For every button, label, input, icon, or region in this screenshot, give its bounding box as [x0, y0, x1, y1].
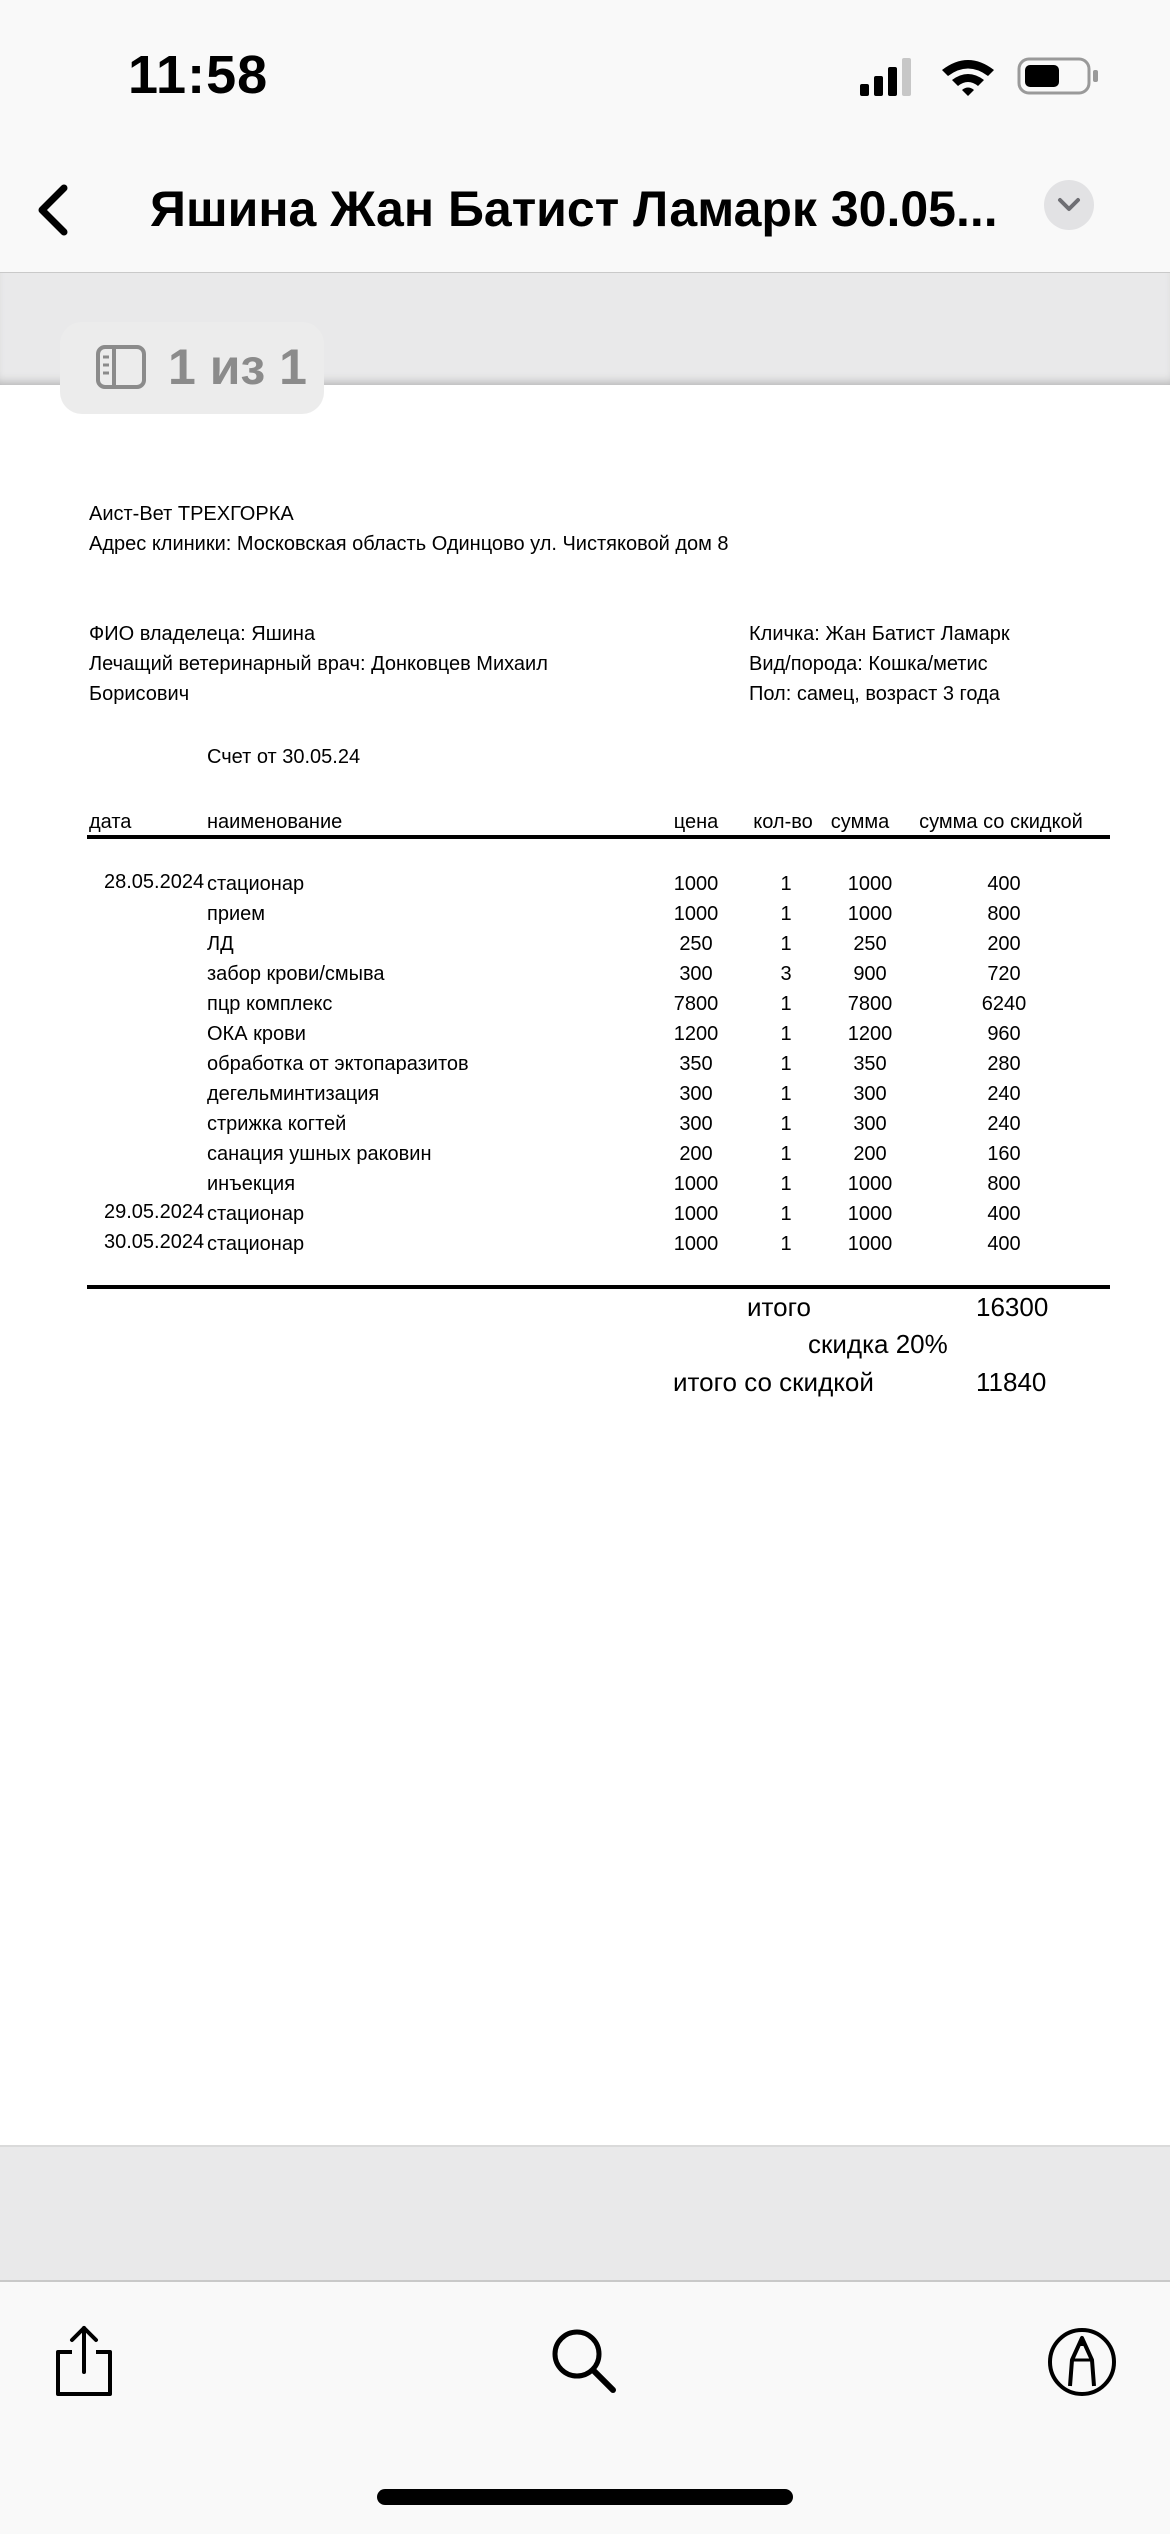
row-sum-discount: 960 — [987, 1023, 1021, 1045]
row-sum-discount: 800 — [987, 1173, 1021, 1195]
col-header-date: дата — [89, 811, 132, 833]
owner-name: ФИО владелеца: Яшина — [89, 623, 316, 645]
status-icons — [860, 56, 1100, 96]
row-date: 29.05.2024 — [104, 1201, 205, 1223]
header-rule — [87, 835, 1110, 839]
document-title[interactable]: Яшина Жан Батист Ламарк 30.05... — [150, 181, 998, 237]
row-name: дегельминтизация — [207, 1083, 380, 1105]
row-price: 300 — [679, 963, 713, 985]
row-sum-discount: 400 — [987, 873, 1021, 895]
row-sum-discount: 800 — [987, 903, 1021, 925]
row-sum: 1000 — [847, 1173, 893, 1195]
markup-button[interactable] — [1042, 2322, 1122, 2402]
row-sum-discount: 400 — [987, 1203, 1021, 1225]
row-qty: 1 — [780, 1173, 792, 1195]
row-qty: 1 — [780, 1083, 792, 1105]
row-price: 7800 — [673, 993, 719, 1015]
row-date: 30.05.2024 — [104, 1231, 205, 1253]
row-sum: 1000 — [847, 873, 893, 895]
row-sum: 7800 — [847, 993, 893, 1015]
row-price: 250 — [679, 933, 713, 955]
row-sum-discount: 240 — [987, 1083, 1021, 1105]
pet-species: Вид/порода: Кошка/метис — [749, 653, 988, 675]
home-indicator — [377, 2489, 793, 2505]
row-name: ОКА крови — [207, 1023, 306, 1045]
row-name: забор крови/смыва — [207, 963, 385, 985]
col-header-price: цена — [673, 811, 719, 833]
total-label: итого — [747, 1292, 811, 1322]
invoice-title: Счет от 30.05.24 — [207, 746, 361, 768]
col-header-sum: сумма — [830, 811, 890, 833]
status-bar — [0, 0, 1170, 150]
row-price: 1000 — [673, 903, 719, 925]
row-qty: 1 — [780, 933, 792, 955]
row-sum: 1200 — [847, 1023, 893, 1045]
clinic-name: Аист-Вет ТРЕХГОРКА — [89, 503, 294, 525]
doctor-name-continued: Борисович — [89, 683, 190, 705]
page-indicator[interactable] — [60, 322, 324, 414]
row-name: стрижка когтей — [207, 1113, 347, 1135]
row-qty: 1 — [780, 1113, 792, 1135]
chevron-down-icon — [1044, 180, 1094, 230]
row-name: стационар — [207, 873, 305, 895]
cellular-signal-icon — [860, 58, 911, 96]
row-sum: 1000 — [847, 903, 893, 925]
viewer-background-bottom — [0, 2145, 1170, 2282]
row-name: прием — [207, 903, 265, 925]
row-qty: 1 — [780, 1203, 792, 1225]
sidebar-icon — [95, 344, 147, 390]
row-price: 350 — [679, 1053, 713, 1075]
discount-label: скидка 20% — [808, 1329, 948, 1359]
page-indicator-label: 1 из 1 — [168, 339, 307, 395]
row-name: ЛД — [207, 933, 234, 955]
search-icon — [545, 2322, 625, 2402]
row-sum: 200 — [853, 1143, 887, 1165]
row-sum-discount: 720 — [987, 963, 1021, 985]
pdf-page — [0, 385, 1170, 2145]
row-qty: 1 — [780, 873, 792, 895]
row-sum: 250 — [853, 933, 887, 955]
row-name: обработка от эктопаразитов — [207, 1053, 469, 1075]
row-qty: 1 — [780, 1023, 792, 1045]
row-name: пцр комплекс — [207, 993, 333, 1015]
col-header-name: наименование — [207, 811, 343, 833]
row-price: 1000 — [673, 1173, 719, 1195]
row-name: инъекция — [207, 1173, 296, 1195]
total-value: 16300 — [976, 1292, 1049, 1322]
total-discount-label: итого со скидкой — [673, 1367, 874, 1397]
row-sum: 300 — [853, 1083, 887, 1105]
col-header-sum-discount: сумма со скидкой — [919, 811, 1083, 833]
row-price: 1200 — [673, 1023, 719, 1045]
row-qty: 1 — [780, 993, 792, 1015]
row-price: 1000 — [673, 1203, 719, 1225]
row-price: 1000 — [673, 1233, 719, 1255]
totals-rule — [87, 1285, 1110, 1289]
clinic-address: Адрес клиники: Московская область Одинцово ул. Чистяковой дом 8 — [89, 533, 729, 555]
row-qty: 1 — [780, 1143, 792, 1165]
row-qty: 1 — [780, 1233, 792, 1255]
row-name: санация ушных раковин — [207, 1143, 432, 1165]
row-price: 300 — [679, 1113, 713, 1135]
row-sum-discount: 240 — [987, 1113, 1021, 1135]
search-button[interactable] — [545, 2322, 625, 2402]
share-button[interactable] — [44, 2322, 124, 2402]
row-sum: 900 — [853, 963, 887, 985]
wifi-icon — [942, 60, 994, 96]
markup-pen-icon — [1042, 2322, 1122, 2402]
row-sum-discount: 280 — [987, 1053, 1021, 1075]
row-date: 28.05.2024 — [104, 871, 205, 893]
pet-sex-age: Пол: самец, возраст 3 года — [749, 683, 1000, 705]
row-sum: 300 — [853, 1113, 887, 1135]
pet-name: Кличка: Жан Батист Ламарк — [749, 623, 1010, 645]
back-button[interactable] — [20, 170, 90, 250]
row-price: 200 — [679, 1143, 713, 1165]
row-price: 1000 — [673, 873, 719, 895]
col-header-qty: кол-во — [753, 811, 813, 833]
row-qty: 1 — [780, 1053, 792, 1075]
row-sum-discount: 400 — [987, 1233, 1021, 1255]
row-name: стационар — [207, 1233, 305, 1255]
battery-icon — [1019, 59, 1098, 93]
row-price: 300 — [679, 1083, 713, 1105]
row-name: стационар — [207, 1203, 305, 1225]
row-sum: 350 — [853, 1053, 887, 1075]
row-sum: 1000 — [847, 1203, 893, 1225]
row-qty: 1 — [780, 903, 792, 925]
row-sum-discount: 6240 — [981, 993, 1027, 1015]
navigation-bar — [0, 150, 1170, 274]
chevron-left-icon — [20, 170, 90, 250]
doctor-name: Лечащий ветеринарный врач: Донковцев Михаил — [89, 653, 548, 675]
row-qty: 3 — [780, 963, 792, 985]
row-sum: 1000 — [847, 1233, 893, 1255]
row-sum-discount: 200 — [987, 933, 1021, 955]
share-icon — [44, 2322, 124, 2402]
row-sum-discount: 160 — [987, 1143, 1021, 1165]
status-time: 11:58 — [128, 45, 269, 105]
title-menu-button[interactable] — [1044, 180, 1094, 230]
total-discount-value: 11840 — [976, 1367, 1047, 1397]
